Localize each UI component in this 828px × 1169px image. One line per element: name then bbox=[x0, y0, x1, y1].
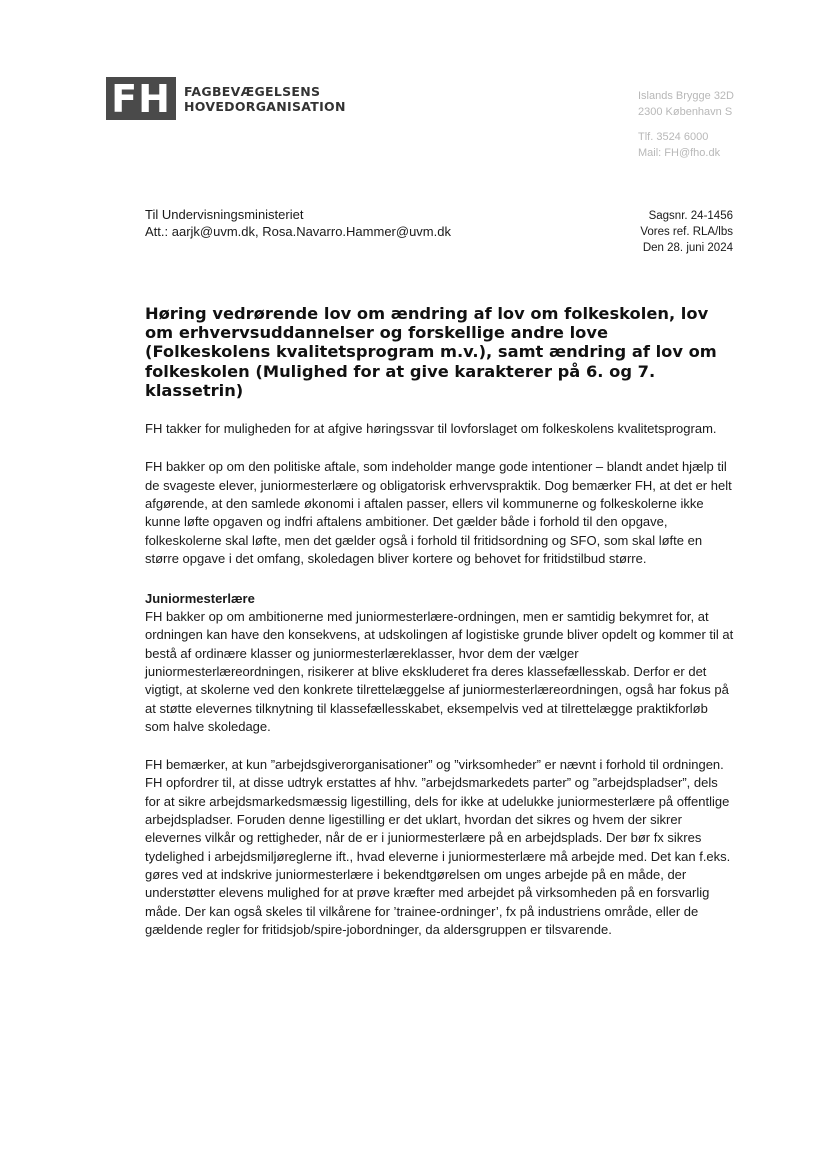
address-street: Islands Brygge 32D bbox=[638, 90, 734, 102]
our-reference: Vores ref. RLA/lbs bbox=[640, 226, 733, 238]
paragraph-juniormesterlaere-terms: FH bemærker, at kun ”arbejdsgiverorganisationer” og ”virksomheder” er nævnt i forhold til ordningen. FH opfordrer til, at disse udtryk erstattes af hhv. ”arbejdsmarkedets parter” og ”arbejdspladser”, dels for at sikre arbejdsmarkedsmæssig ligestilling, dels for ikke at udelukke juniormesterlære på offentlige arbejdspladser. Foruden denne ligestilling er det uklart, hvordan det sikres og hvem der sikrer elevernes vilkår og rettigheder, når de er i juniormesterlære på en arbejdsplads. Der bør fx sikres tydelighed i arbejdsmiljøreglerne ift., hvad eleverne i juniormesterlære må arbejde med. Det kan f.eks. gøres ved at indskrive juniormesterlære i bekendtgørelsen om unges arbejde på en måde, der understøtter elevens mulighed for at prøve kræfter med arbejdet på virksomheden på en forsvarlig måde. Der kan også skeles til vilkårene for ’trainee-ordninger’, fx på industriens område, eller de gældende regler for fritidsjob/spire-jobordninger, da aldersgruppen er tilsvarende. bbox=[145, 757, 731, 937]
organization-name bbox=[184, 84, 346, 114]
letter-date: Den 28. juni 2024 bbox=[642, 242, 733, 254]
fh-logo-letters: FH bbox=[111, 76, 171, 121]
address-phone: Tlf. 3524 6000 bbox=[638, 131, 709, 143]
recipient-attention: Att.: aarjk@uvm.dk, Rosa.Navarro.Hammer@uvm.dk bbox=[145, 224, 451, 239]
sender-address-block bbox=[638, 88, 734, 161]
paragraph-juniormesterlaere-ambitions: FH bakker op om ambitionerne med juniormesterlære-ordningen, men er samtidig bekymret for, at ordningen kan have den konsekvens, at udskolingen af logistiske grunde bliver opdelt og kommer til at bestå af ordinære klasser og juniormesterlæreklasser, hvor dem der vælger juniormesterlæreordningen, risikerer at blive ekskluderet fra deres klassefællesskab. Derfor er det vigtigt, at skolerne ved den konkrete tilrettelæggelse af juniormesterlæreordningen, også har fokus på at støtte elevernes tilknytning til klassefællesskabet, eksempelvis ved at tilrettelægge praktikforløb som halve skoledage. bbox=[145, 609, 734, 734]
address-mail: Mail: FH@fho.dk bbox=[638, 147, 721, 159]
paragraph-political-agreement: FH bakker op om den politiske aftale, som indeholder mange gode intentioner – blandt andet hjælp til de svageste elever, juniormesterlære og obligatorisk erhvervspraktik. Dog bemærker FH, at det er helt afgørende, at den samlede økonomi i aftalen passer, ellers vil kommunerne og folkeskolerne ikke kunne løfte opgaven og indfri aftalens ambitioner. Det gælder både i forhold til den opgave, folkeskolerne skal løfte, men det gælder også i forhold til fritidsordning og SFO, som skal løfte en større opgave i det omfang, skoledagen bliver kortere og behovet for fritidstilbud større. bbox=[145, 459, 732, 566]
case-number: Sagsnr. 24-1456 bbox=[648, 210, 733, 222]
section-heading-juniormesterlaere: Juniormesterlære bbox=[145, 591, 255, 607]
recipient-name: Til Undervisningsministeriet bbox=[145, 207, 304, 222]
letter-body bbox=[145, 304, 735, 939]
fh-logo bbox=[106, 77, 346, 120]
address-city: 2300 København S bbox=[638, 106, 733, 118]
paragraph-intro: FH takker for muligheden for at afgive høringssvar til lovforslaget om folkeskolens kvalitetsprogram. bbox=[145, 421, 717, 437]
organization-name-line1: FAGBEVÆGELSENS bbox=[184, 83, 321, 99]
recipient-block bbox=[145, 206, 451, 240]
reference-block bbox=[640, 208, 733, 256]
organization-name-line2: HOVEDORGANISATION bbox=[184, 98, 346, 114]
fh-logo-mark bbox=[106, 77, 176, 120]
address-spacer bbox=[638, 120, 734, 129]
document-title: Høring vedrørende lov om ændring af lov om folkeskolen, lov om erhvervsuddannelser og forskellige andre love (Folkeskolens kvalitetsprogram m.v.), samt ændring af lov om folkeskolen (Mulighed for at give karakterer på 6. og 7. klassetrin) bbox=[145, 304, 717, 400]
